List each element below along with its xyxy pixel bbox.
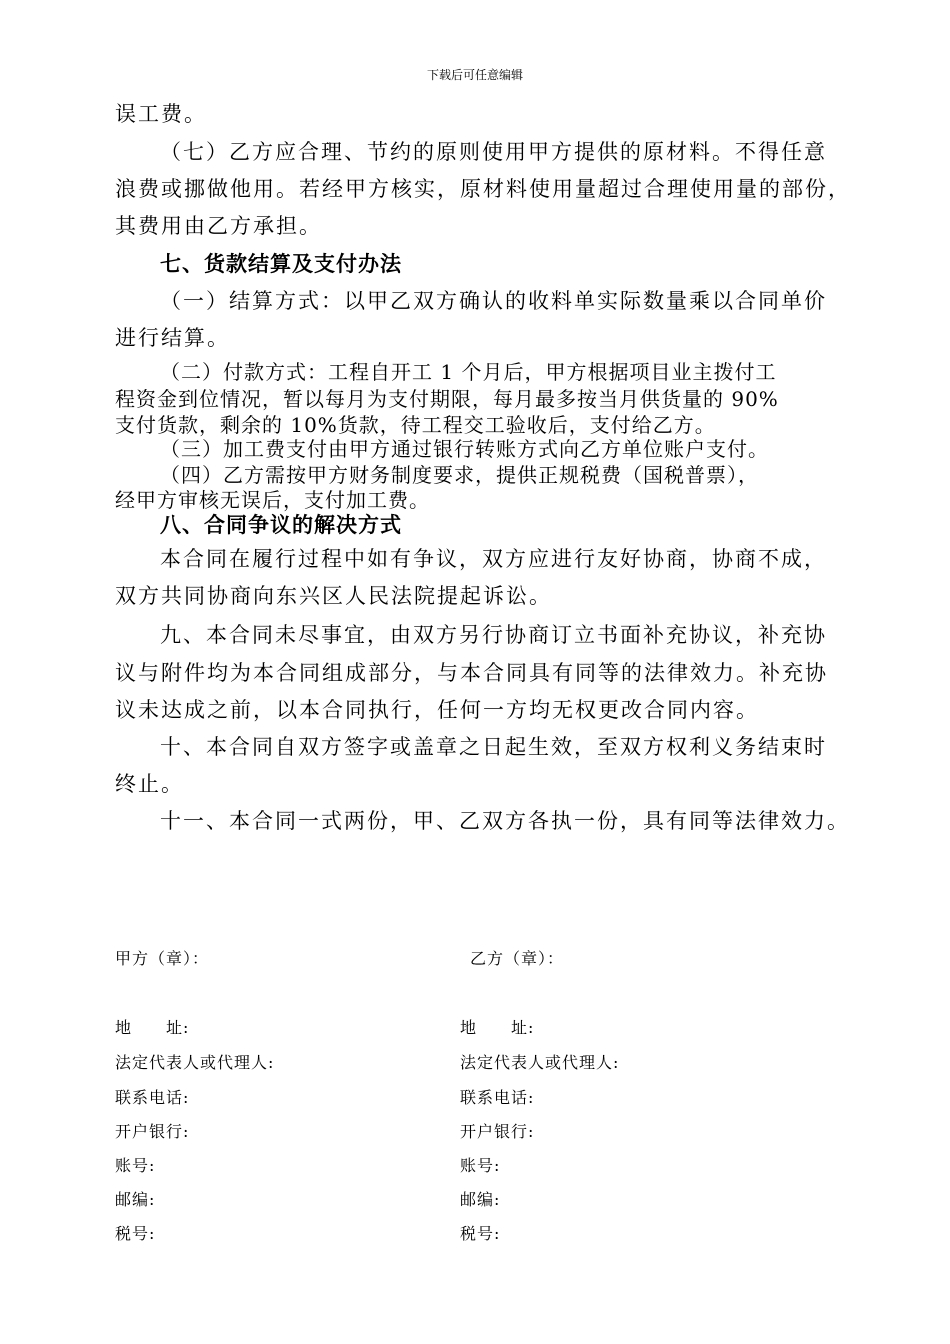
party-b-field: 账号:	[460, 1156, 501, 1175]
party-b-field: 邮编:	[460, 1190, 501, 1209]
text-line: （二）付款方式：工程自开工 1 个月后，甲方根据项目业主拨付工	[160, 360, 777, 384]
text-line: 其费用由乙方承担。	[115, 214, 322, 238]
text-line: 误工费。	[115, 102, 207, 126]
party-b-field: 税号:	[460, 1224, 501, 1243]
text-line: 双方共同协商向东兴区人民法院提起诉讼。	[115, 584, 552, 608]
text-line: 浪费或挪做他用。若经甲方核实，原材料使用量超过合理使用量的部份，	[115, 177, 851, 201]
party-b-field: 法定代表人或代理人:	[460, 1053, 620, 1072]
text-line: 支付货款，剩余的 10%货款，待工程交工验收后，支付给乙方。	[115, 413, 716, 437]
text-line: 议与附件均为本合同组成部分，与本合同具有同等的法律效力。补充协	[115, 661, 828, 685]
text-line: 经甲方审核无误后，支付加工费。	[115, 488, 430, 512]
party-b-field: 开户银行:	[460, 1122, 535, 1141]
party-b-title: 乙方（章）：	[470, 949, 565, 968]
party-b-field: 联系电话:	[460, 1088, 535, 1107]
text-line: 议未达成之前，以本合同执行，任何一方均无权更改合同内容。	[115, 698, 759, 722]
text-line: 本合同在履行过程中如有争议，双方应进行友好协商，协商不成，	[160, 547, 827, 571]
party-a-field: 地 址:	[115, 1018, 190, 1037]
text-line: 九、本合同未尽事宜，由双方另行协商订立书面补充协议，补充协	[160, 623, 827, 647]
text-line: 十、本合同自双方签字或盖章之日起生效，至双方权利义务结束时	[160, 735, 827, 759]
page-header: 下载后可任意编辑	[426, 68, 523, 82]
party-a-field: 账号:	[115, 1156, 156, 1175]
section-heading: 八、合同争议的解决方式	[160, 513, 402, 537]
party-b-field: 地 址:	[460, 1018, 535, 1037]
text-line: （一）结算方式：以甲乙双方确认的收料单实际数量乘以合同单价	[160, 289, 827, 313]
text-line: （七）乙方应合理、节约的原则使用甲方提供的原材料。不得任意	[160, 140, 827, 164]
party-a-field: 联系电话:	[115, 1088, 190, 1107]
text-line: 程资金到位情况，暂以每月为支付期限，每月最多按当月供货量的 90%	[115, 387, 779, 411]
party-a-field: 邮编:	[115, 1190, 156, 1209]
party-a-title: 甲方（章）：	[115, 949, 210, 968]
text-line: （三）加工费支付由甲方通过银行转账方式向乙方单位账户支付。	[160, 437, 769, 461]
party-a-field: 税号:	[115, 1224, 156, 1243]
text-line: 终止。	[115, 772, 184, 796]
party-a-field: 法定代表人或代理人:	[115, 1053, 275, 1072]
text-line: （四）乙方需按甲方财务制度要求，提供正规税费（国税普票），	[160, 463, 759, 487]
text-line: 进行结算。	[115, 326, 230, 350]
text-line: 十一、本合同一式两份，甲、乙双方各执一份，具有同等法律效力。	[160, 809, 850, 833]
section-heading: 七、货款结算及支付办法	[160, 252, 402, 276]
party-a-field: 开户银行:	[115, 1122, 190, 1141]
